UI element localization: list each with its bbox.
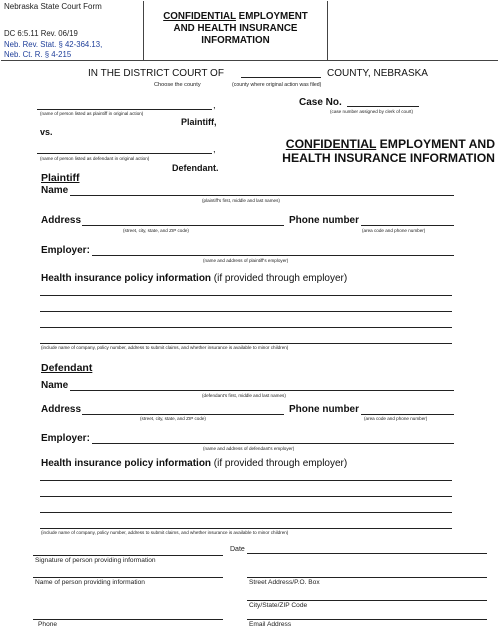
defendant-name-label: Name (41, 380, 69, 391)
defendant-address-field[interactable] (82, 414, 284, 415)
plaintiff-employer-hint: (name and address of plaintiff's employer) (203, 258, 289, 263)
defendant-phone-label: Phone number (289, 404, 360, 415)
defendant-employer-field[interactable] (92, 443, 454, 444)
plaintiff-address-label: Address (41, 215, 82, 226)
defendant-name-hint: (defendant's first, middle and last names) (202, 393, 286, 398)
defendant-insurance-label: Health insurance policy information (if provided through employer) (41, 458, 348, 469)
statute-link-2[interactable]: Neb. Ct. R. § 4-215 (4, 50, 72, 59)
form-source: Nebraska State Court Form (4, 2, 102, 11)
plaintiff-phone-label: Phone number (289, 215, 360, 226)
defendant-name-field[interactable] (70, 390, 454, 391)
provider-name-field[interactable] (33, 577, 223, 578)
plaintiff-original-name-field[interactable] (37, 109, 212, 110)
plaintiff-insurance-label: Health insurance policy information (if provided through employer) (41, 273, 348, 284)
plaintiff-insurance-line-4[interactable] (40, 343, 452, 344)
court-suffix: COUNTY, NEBRASKA (327, 68, 428, 79)
plaintiff-phone-hint: (area code and phone number) (362, 228, 426, 233)
date-field[interactable] (247, 553, 487, 554)
defendant-original-name-field[interactable] (37, 153, 212, 154)
phone-field[interactable] (33, 619, 223, 620)
defendant-caption-label: Defendant. (172, 163, 219, 173)
plaintiff-insurance-line-2[interactable] (40, 311, 452, 312)
street-address-field[interactable] (247, 577, 487, 578)
plaintiff-address-hint: (street, city, state, and ZIP code) (123, 228, 189, 233)
plaintiff-address-field[interactable] (82, 225, 284, 226)
header-title-line-1: CONFIDENTIAL EMPLOYMENT (163, 11, 308, 22)
defendant-phone-hint: (area code and phone number) (364, 416, 428, 421)
date-label: Date (230, 546, 245, 553)
email-label: Email Address (249, 621, 292, 628)
plaintiff-heading: Plaintiff (41, 172, 80, 184)
plaintiff-name-field[interactable] (70, 195, 454, 196)
plaintiff-insurance-line-3[interactable] (40, 327, 452, 328)
defendant-insurance-line-4[interactable] (40, 528, 452, 529)
plaintiff-insurance-hint: (include name of company, policy number, address to submit claims, and whether insurance is available to minor children) (41, 345, 289, 350)
county-field[interactable] (241, 77, 321, 78)
plaintiff-phone-field[interactable] (361, 225, 454, 226)
defendant-address-label: Address (41, 404, 82, 415)
case-no-field[interactable] (347, 106, 419, 107)
statute-link-1[interactable]: Neb. Rev. Stat. § 42-364.13, (4, 40, 103, 49)
defendant-employer-hint: (name and address of defendant's employer) (203, 446, 295, 451)
header-title-line-3: INFORMATION (201, 35, 270, 46)
body-title-line-1: CONFIDENTIAL EMPLOYMENT AND (285, 137, 495, 151)
city-state-zip-label: City/State/ZIP Code (249, 602, 308, 609)
defendant-phone-field[interactable] (361, 414, 454, 415)
signature-field[interactable] (33, 555, 223, 556)
defendant-insurance-hint: (include name of company, policy number, address to submit claims, and whether insurance is available to minor children) (41, 530, 289, 535)
plaintiff-original-hint: (name of person listed as plaintiff in original action) (40, 111, 144, 116)
defendant-insurance-line-1[interactable] (40, 480, 452, 481)
provider-name-label: Name of person providing information (35, 579, 145, 586)
form-code: DC 6:5.11 Rev. 06/19 (4, 29, 78, 38)
plaintiff-caption-label: Plaintiff, (181, 117, 217, 127)
defendant-insurance-line-3[interactable] (40, 512, 452, 513)
county-hint: (county where original action was filed) (232, 82, 322, 88)
header-title-box (143, 1, 328, 61)
street-address-label: Street Address/P.O. Box (249, 579, 320, 586)
court-prefix: IN THE DISTRICT COURT OF (88, 68, 224, 79)
plaintiff-comma: , (213, 100, 216, 111)
header-title-line-2: AND HEALTH INSURANCE (173, 23, 298, 34)
plaintiff-employer-label: Employer: (41, 245, 90, 256)
defendant-original-hint: (name of person listed as defendant in original action) (40, 156, 150, 161)
defendant-heading: Defendant (41, 362, 93, 374)
signature-label: Signature of person providing information (35, 557, 156, 564)
plaintiff-name-hint: (plaintiff's first, middle and last names) (202, 198, 280, 203)
choose-county-dropdown[interactable]: Choose the county (154, 82, 201, 88)
email-field[interactable] (247, 619, 487, 620)
defendant-employer-label: Employer: (41, 433, 90, 444)
case-no-hint: (case number assigned by clerk of court) (330, 109, 413, 114)
defendant-comma: , (213, 144, 216, 155)
city-state-zip-field[interactable] (247, 600, 487, 601)
defendant-insurance-line-2[interactable] (40, 496, 452, 497)
plaintiff-insurance-line-1[interactable] (40, 295, 452, 296)
plaintiff-employer-field[interactable] (92, 255, 454, 256)
case-no-label: Case No. (299, 97, 342, 108)
vs-label: vs. (40, 127, 53, 137)
body-title-line-2: HEALTH INSURANCE INFORMATION (282, 151, 495, 165)
defendant-address-hint: (street, city, state, and ZIP code) (140, 416, 206, 421)
phone-label: Phone (38, 621, 58, 628)
plaintiff-name-label: Name (41, 185, 69, 196)
